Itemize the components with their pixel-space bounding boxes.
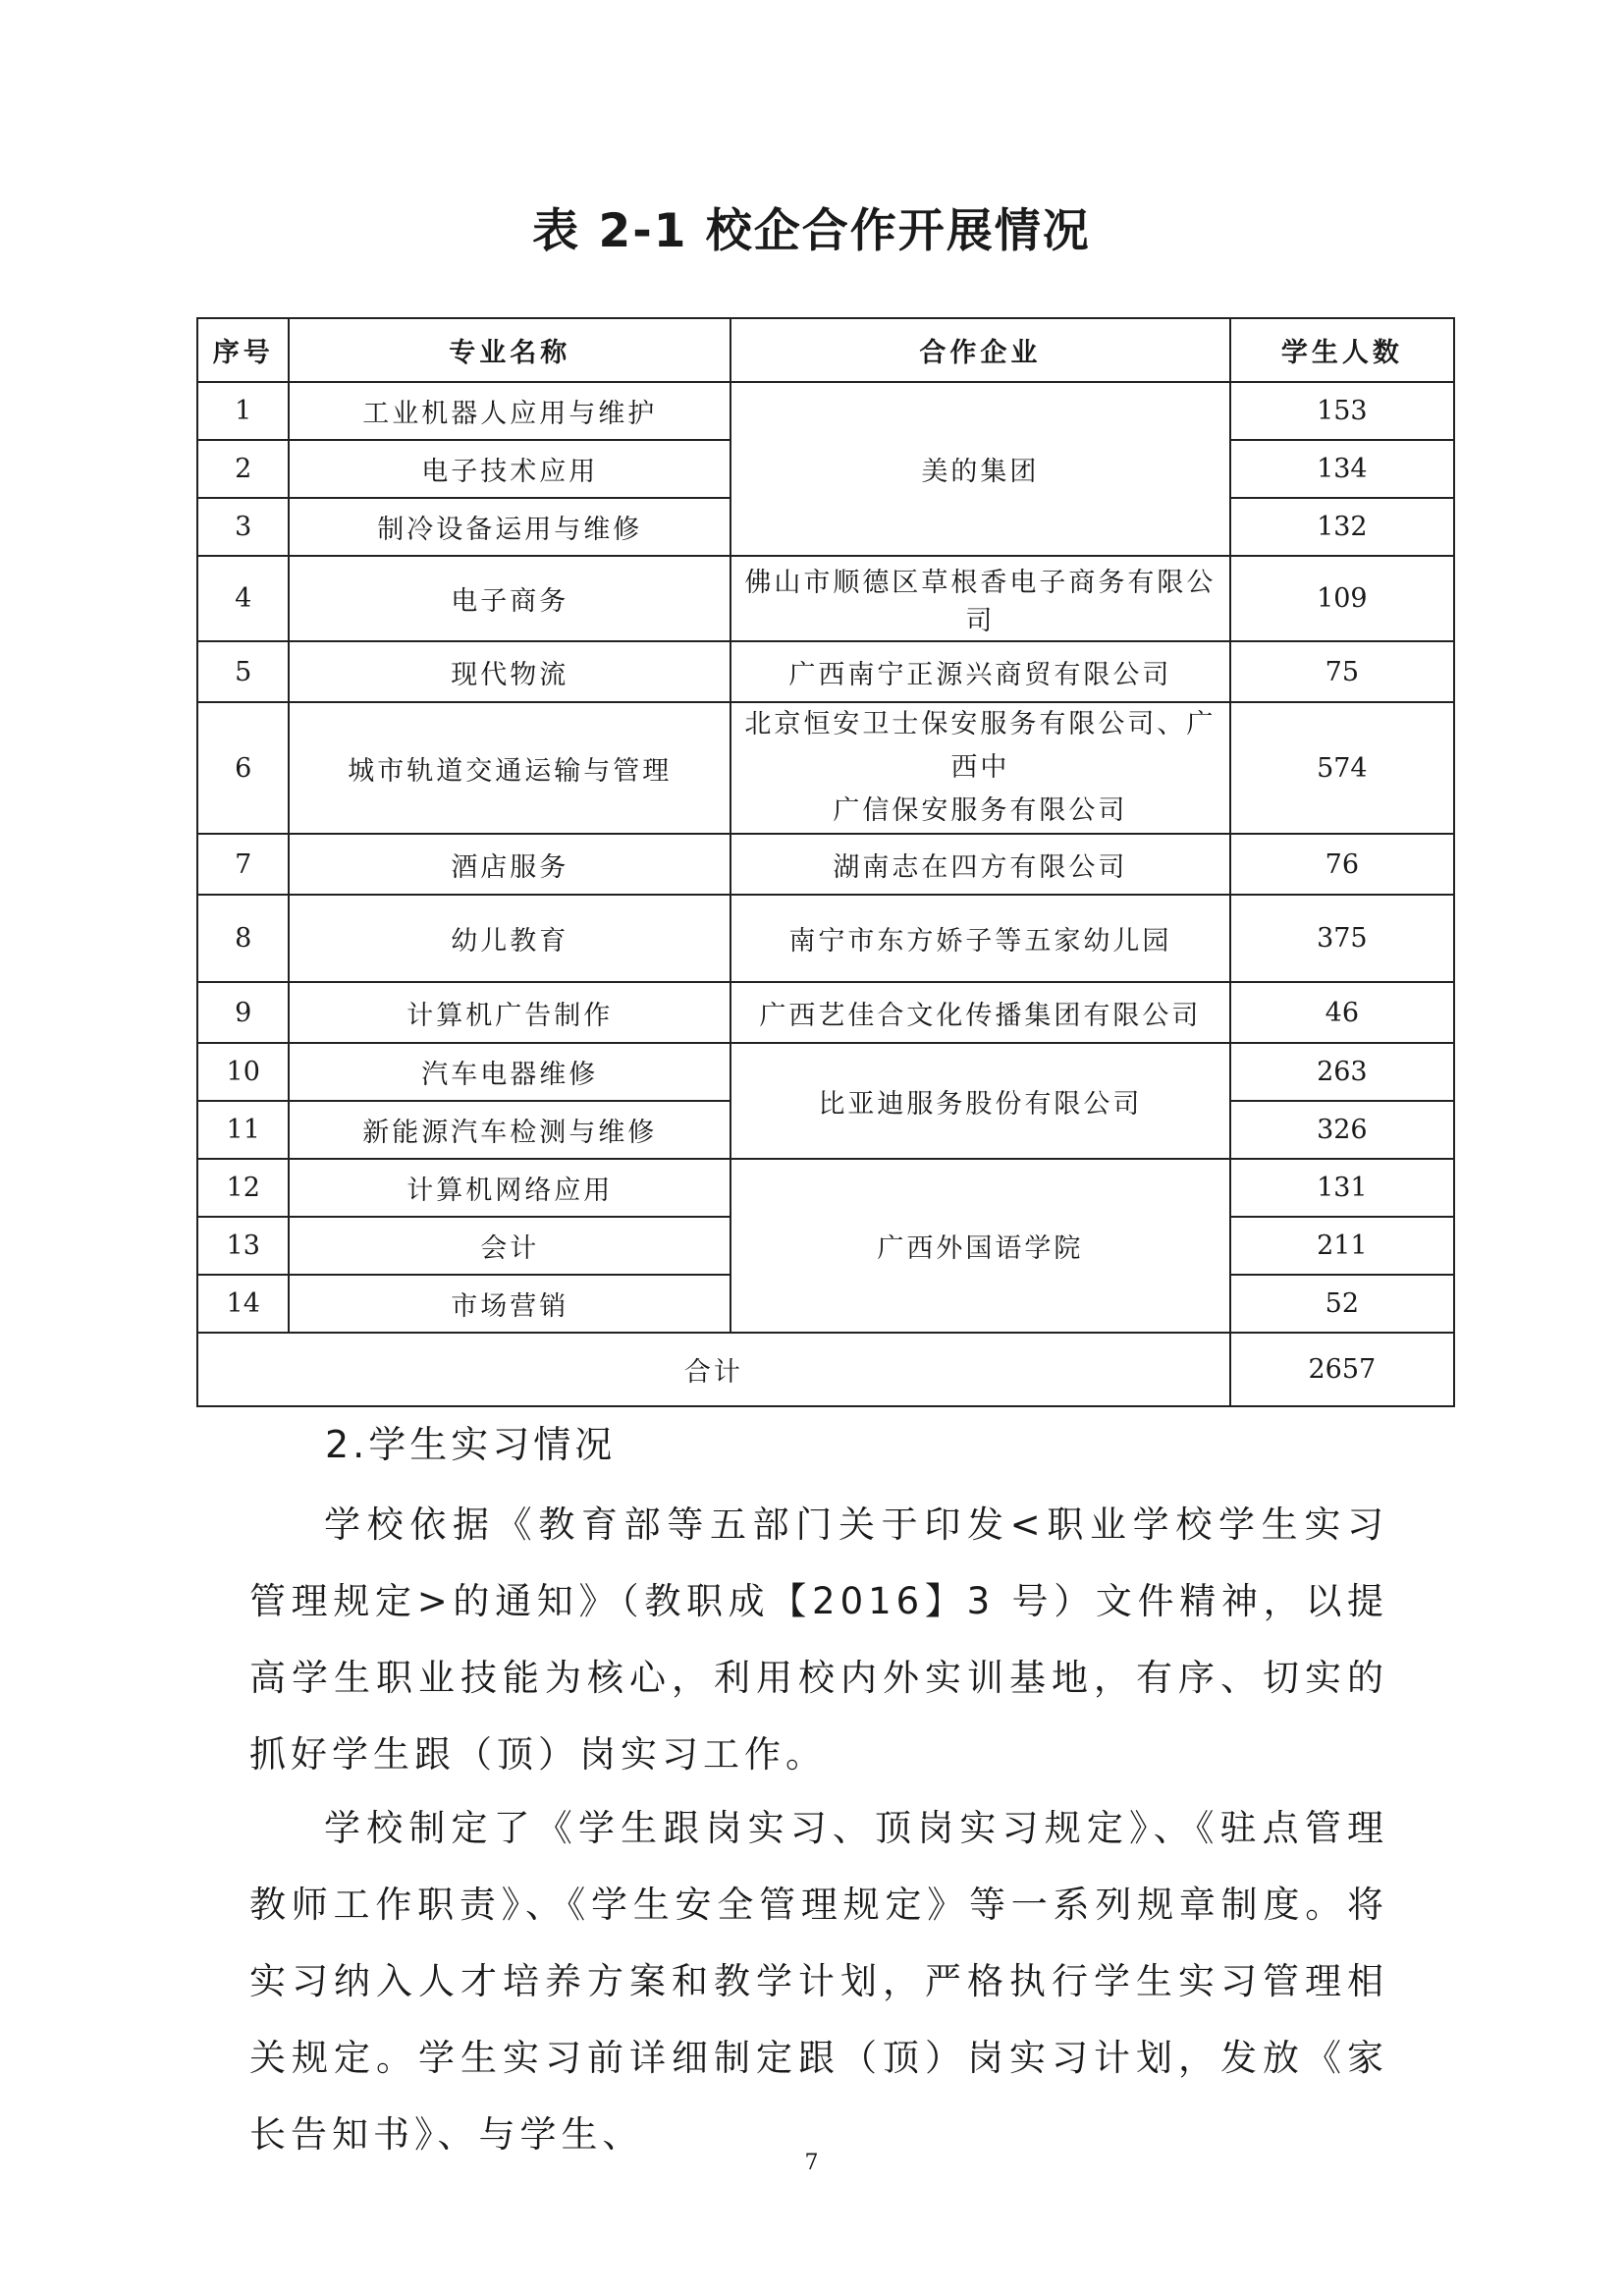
- row-major: 市场营销: [289, 1275, 730, 1333]
- table-title: 表 2-1 校企合作开展情况: [532, 204, 1091, 258]
- row-count: 375: [1230, 895, 1454, 982]
- row-major: 计算机网络应用: [289, 1159, 730, 1217]
- total-value: 2657: [1230, 1333, 1454, 1406]
- header-major: 专业名称: [289, 318, 730, 382]
- row-major: 计算机广告制作: [289, 982, 730, 1043]
- row-enterprise-line: 广信保安服务有限公司: [833, 795, 1128, 826]
- table-row: [197, 834, 1454, 895]
- row-enterprise: 湖南志在四方有限公司: [730, 834, 1230, 895]
- row-major: 电子技术应用: [289, 440, 730, 498]
- table-row: [197, 895, 1454, 982]
- page-number: 7: [804, 2151, 819, 2175]
- row-count: 76: [1230, 834, 1454, 895]
- header-no: 序号: [197, 318, 289, 382]
- row-major: 酒店服务: [289, 834, 730, 895]
- row-major: 城市轨道交通运输与管理: [289, 702, 730, 834]
- row-no: 11: [197, 1101, 289, 1159]
- table-row: [197, 982, 1454, 1043]
- row-major: 汽车电器维修: [289, 1043, 730, 1101]
- row-count: 109: [1230, 556, 1454, 641]
- row-count: 46: [1230, 982, 1454, 1043]
- row-no: 9: [197, 982, 289, 1043]
- row-enterprise: 佛山市顺德区草根香电子商务有限公司: [730, 556, 1230, 641]
- row-enterprise: 南宁市东方娇子等五家幼儿园: [730, 895, 1230, 982]
- total-label: 合计: [197, 1333, 1230, 1406]
- row-enterprise: 广西南宁正源兴商贸有限公司: [730, 641, 1230, 702]
- body-paragraph: 学校制定了《学生跟岗实习、顶岗实习规定》、《驻点管理教师工作职责》、《学生安全管理规定》等一系列规章制度。将实习纳入人才培养方案和教学计划，严格执行学生实习管理相关规定。学生实习前详细制定跟（顶）岗实习计划，发放《家长告知书》、与学生、: [249, 1807, 1388, 2156]
- row-major: 现代物流: [289, 641, 730, 702]
- table-row: [197, 1159, 1454, 1217]
- row-no: 14: [197, 1275, 289, 1333]
- row-no: 10: [197, 1043, 289, 1101]
- row-major: 电子商务: [289, 556, 730, 641]
- table-total-row: [197, 1333, 1454, 1406]
- row-count: 574: [1230, 702, 1454, 834]
- table-row: [197, 641, 1454, 702]
- row-no: 3: [197, 498, 289, 556]
- cooperation-table: [196, 317, 1455, 1407]
- row-no: 2: [197, 440, 289, 498]
- row-enterprise-line: 北京恒安卫士保安服务有限公司、广西中: [744, 709, 1217, 783]
- row-no: 12: [197, 1159, 289, 1217]
- row-enterprise: 广西艺佳合文化传播集团有限公司: [730, 982, 1230, 1043]
- row-no: 7: [197, 834, 289, 895]
- row-major: 新能源汽车检测与维修: [289, 1101, 730, 1159]
- table-row: [197, 1043, 1454, 1101]
- row-count: 211: [1230, 1217, 1454, 1275]
- row-major: 工业机器人应用与维护: [289, 382, 730, 440]
- row-count: 75: [1230, 641, 1454, 702]
- row-no: 5: [197, 641, 289, 702]
- row-count: 132: [1230, 498, 1454, 556]
- row-count: 153: [1230, 382, 1454, 440]
- row-enterprise: 比亚迪服务股份有限公司: [730, 1043, 1230, 1159]
- row-enterprise: 美的集团: [730, 382, 1230, 556]
- row-count: 52: [1230, 1275, 1454, 1333]
- row-no: 1: [197, 382, 289, 440]
- row-count: 134: [1230, 440, 1454, 498]
- section-heading: 2.学生实习情况: [325, 1423, 617, 1466]
- row-count: 131: [1230, 1159, 1454, 1217]
- header-enterprise: 合作企业: [730, 318, 1230, 382]
- row-no: 4: [197, 556, 289, 641]
- row-no: 6: [197, 702, 289, 834]
- table-row: [197, 382, 1454, 440]
- row-enterprise: [730, 702, 1230, 834]
- table-header-row: [197, 318, 1454, 382]
- row-major: 制冷设备运用与维修: [289, 498, 730, 556]
- row-major: 幼儿教育: [289, 895, 730, 982]
- row-major: 会计: [289, 1217, 730, 1275]
- table-row: [197, 702, 1454, 834]
- row-count: 263: [1230, 1043, 1454, 1101]
- row-count: 326: [1230, 1101, 1454, 1159]
- table-row: [197, 556, 1454, 641]
- body-paragraph: 学校依据《教育部等五部门关于印发<职业学校学生实习管理规定>的通知》（教职成【2016】3 号）文件精神，以提高学生职业技能为核心，利用校内外实训基地，有序、切实的抓好学生跟（顶）岗实习工作。: [249, 1503, 1388, 1776]
- row-enterprise: 广西外国语学院: [730, 1159, 1230, 1333]
- header-count: 学生人数: [1230, 318, 1454, 382]
- row-no: 13: [197, 1217, 289, 1275]
- row-no: 8: [197, 895, 289, 982]
